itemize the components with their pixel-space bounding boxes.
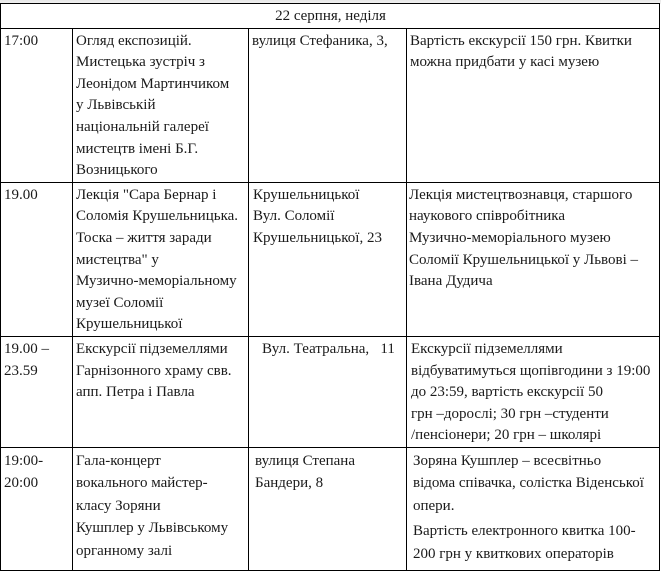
description-cell [407,28,660,182]
address-cell [249,182,407,336]
event-text: вокального майстер- [76,475,208,492]
description-text: Екскурсії підземеллями [411,340,563,357]
event-text: Гала-концерт [76,452,161,469]
description-text: відома співачка, солістка Віденської [413,475,644,492]
event-text: Гарнізонного храму свв. [76,362,232,379]
address-text: Крушельницької [253,186,360,203]
event-text: Музично-меморіальному [76,273,237,290]
event-text: Леонідом Мартинчиком [76,75,230,92]
event-text: у Львівській [76,97,156,114]
time-text: 19:00- [4,452,44,469]
description-text: 200 грн у квиткових операторів [413,545,614,562]
time-text: 20:00 [4,475,39,492]
event-cell [73,182,249,336]
address-text: Вул. Соломії [253,208,335,225]
table-row [1,182,660,336]
description-text: Івана Дудича [409,273,493,290]
address-text: Вул. Театральна, 11 [262,340,395,357]
time-cell [1,28,73,182]
time-cell [1,336,73,447]
description-cell [407,336,660,447]
address-text: вулиця Степана [255,452,355,469]
address-cell [249,336,407,447]
event-text: класу Зоряни [76,497,161,514]
event-text: Соломія Крушельницька. [76,208,239,225]
event-cell [73,28,249,182]
time-text: 23.59 [4,362,38,379]
time-text: 17:00 [4,32,39,49]
event-text: Тоска – життя заради [76,229,212,246]
description-text: Вартість екскурсії 150 грн. Квитки [410,32,632,49]
event-text: Мистецька зустріч з [76,54,205,71]
description-text: Лекція мистецтвознавця, старшого [409,186,633,203]
event-text: Лекція "Сара Бернар і [76,186,217,203]
description-text: опери. [413,497,455,514]
event-text: музеї Соломії [76,294,164,311]
time-text: 19.00 – [4,340,49,357]
time-text: 19.00 [4,186,38,203]
time-cell [1,182,73,336]
description-text: Музично-меморіального музею [409,229,611,246]
address-text: Крушельницької, 23 [253,229,382,246]
table-row [1,336,660,447]
event-text: Крушельницької [76,316,183,333]
description-text: Вартість електронного квитка 100- [413,523,636,540]
description-text: наукового співробітника [409,208,566,225]
event-text: мистецтва" у [76,251,159,268]
address-text: Бандери, 8 [255,475,324,492]
table-row [1,28,660,182]
event-text: мистецтв імені Б.Г. [76,140,199,157]
description-text: відбуватимуться щопівгодини з 19:00 [411,362,651,379]
date-header: 22 серпня, неділя [1,4,660,29]
description-text: можна придбати у касі музею [410,54,600,71]
description-text: грн –дорослі; 30 грн –студенти [411,405,609,422]
event-text: апп. Петра і Павла [76,384,195,401]
description-text: /пенсіонери; 20 грн – школярі [411,427,602,444]
event-text: Екскурсії підземеллями [76,340,228,357]
event-cell [73,336,249,447]
description-text: Зоряна Кушплер – всесвітньо [413,452,602,469]
event-text: національній галереї [76,118,209,135]
document-page [0,3,661,571]
event-text: органному залі [76,542,173,559]
event-text: Возницького [76,162,158,179]
description-text: до 23:59, вартість екскурсії 50 [411,384,603,401]
address-cell [249,28,407,182]
event-schedule-table [0,3,660,571]
date-header-row [1,4,660,29]
event-text: Огляд експозицій. [76,32,192,49]
address-text: вулиця Стефаника, 3, [252,32,388,49]
event-text: Кушплер у Львівському [76,520,229,537]
description-cell [407,182,660,336]
description-text: Соломії Крушельницької у Львові – [409,251,639,268]
